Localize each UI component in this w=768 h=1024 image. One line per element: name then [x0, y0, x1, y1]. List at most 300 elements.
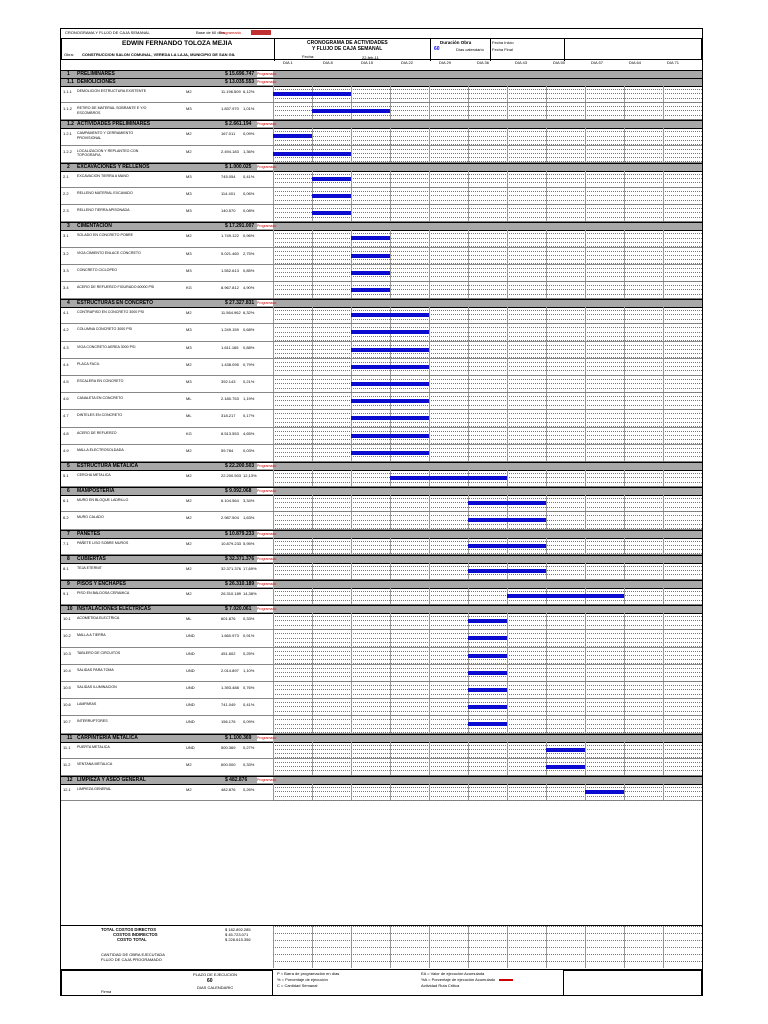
activity-pct: 0,76% — [243, 685, 255, 690]
activity-gantt — [273, 630, 702, 646]
section-num: 11 — [67, 734, 73, 741]
activity-row — [61, 759, 702, 776]
activity-pct: 0,26% — [243, 787, 255, 792]
activity-gantt — [273, 248, 702, 264]
week-8: DIA 50 — [553, 60, 566, 65]
activity-gantt — [273, 282, 702, 298]
section-name: ESTRUCTURAS EN CONCRETO — [77, 300, 154, 307]
activity-unit: M3 — [186, 250, 192, 256]
activity-pct: 4,65% — [243, 430, 255, 436]
activity-gantt — [273, 538, 702, 554]
section-num: 4 — [67, 300, 70, 307]
legend-pct: % = Porcentaje de ejecución — [277, 977, 328, 982]
activity-value: 6.104.564 — [221, 498, 239, 504]
section-num: 7 — [67, 530, 70, 537]
activity-desc: INTERRUPTORES — [77, 719, 108, 724]
activity-unit: UND — [186, 685, 195, 690]
activity-unit: M3 — [186, 106, 192, 112]
activity-code: 4.4 — [63, 361, 69, 367]
progress-bar — [468, 619, 507, 623]
activity-unit: M2 — [186, 565, 192, 571]
activity-desc: MURO EN BLOQUE LADRILLO — [77, 498, 129, 503]
activity-row — [61, 282, 702, 299]
activity-pct: 0,41% — [243, 702, 255, 708]
activity-row — [61, 742, 702, 759]
title-line-2: Y FLUJO DE CAJA SEMANAL — [312, 46, 383, 52]
activity-pct: 0,79% — [243, 361, 255, 367]
activity-unit: M3 — [186, 327, 192, 333]
section-num: 12 — [67, 777, 73, 783]
plazo-dias: DIAS CALENDARIO — [197, 985, 234, 990]
activity-pct: 0,25% — [243, 650, 255, 656]
section-total: $ 482.876 — [225, 777, 248, 783]
activity-pct: 0,09% — [243, 719, 255, 725]
activity-row — [61, 699, 702, 716]
section-total: $ 2.661.194 — [225, 121, 252, 128]
activity-code: 4.7 — [63, 413, 69, 419]
activity-desc: RELLENO MATERIAL EXCAVADO — [77, 191, 133, 195]
indirectos-value: $ 45.723.071 — [225, 932, 249, 937]
activity-value: 2.494.183 — [221, 148, 239, 154]
activity-code: 10.5 — [63, 685, 71, 690]
activity-unit: UND — [186, 744, 195, 750]
activity-desc: TEJA ETERNIT — [77, 565, 102, 570]
section-num: 6 — [67, 488, 70, 495]
progress-bar — [351, 254, 390, 258]
activity-pct: 1,36% — [243, 148, 255, 154]
activity-code: 3.4 — [63, 285, 69, 290]
activity-code: 6.2 — [63, 515, 69, 521]
activity-value: 1.837.970 — [221, 106, 239, 112]
progress-bar — [351, 271, 390, 275]
activity-code: 10.7 — [63, 719, 71, 725]
activity-unit: M2 — [186, 148, 192, 154]
activity-row — [61, 648, 702, 665]
progress-bar — [468, 654, 507, 658]
critical-line-icon — [499, 979, 513, 981]
activity-row — [61, 495, 702, 512]
activity-desc: CONCRETO CICLOPEO — [77, 267, 118, 272]
activity-pct: 0,41% — [243, 173, 255, 179]
activity-gantt — [273, 588, 702, 604]
activity-gantt — [273, 613, 702, 629]
section-num: 1.1 — [67, 79, 74, 85]
activity-value: 11.564.962 — [221, 310, 241, 316]
activity-unit: M3 — [186, 344, 192, 350]
activity-pct: 1,01% — [243, 106, 255, 112]
activity-pct: 0,06% — [243, 191, 255, 196]
directos-label: TOTAL COSTOS DIRECTOS — [101, 927, 156, 932]
activity-desc: RELLENO TIERRA APISONADA — [77, 208, 130, 213]
progress-bar — [468, 705, 507, 709]
activity-gantt — [273, 699, 702, 715]
section-total: $ 1.100.369 — [225, 734, 252, 741]
firma-label: Firma — [101, 989, 112, 994]
activity-row — [61, 470, 702, 487]
activity-value: 140.570 — [221, 208, 236, 214]
activity-value: 1.611.165 — [221, 344, 239, 350]
section-num: 1.2 — [67, 121, 74, 128]
section-num: 1 — [67, 71, 70, 77]
activity-unit: M2 — [186, 310, 192, 316]
activity-unit: UND — [186, 667, 195, 673]
activity-pct: 0,96% — [243, 233, 255, 239]
section-prog: Programado — [257, 489, 277, 494]
activity-desc: VIGA CIMIENTO ENLACE CONCRETO — [77, 250, 141, 255]
activity-row — [61, 682, 702, 699]
activity-row — [61, 630, 702, 647]
progress-bar — [351, 288, 390, 292]
activity-desc: PUERTA METALICA — [77, 744, 110, 749]
title-line-1: CRONOGRAMA DE ACTIVIDADES — [307, 40, 388, 46]
section-name: PAÑETES — [77, 530, 101, 537]
activity-pct: 2,75% — [243, 250, 255, 256]
activity-value: 8.967.812 — [221, 285, 239, 290]
activity-gantt — [273, 128, 702, 144]
activity-value: 1.552.613 — [221, 267, 239, 273]
progress-bar — [546, 748, 585, 752]
activity-desc: LIMPIEZA GENERAL — [77, 787, 112, 791]
activity-code: 10.6 — [63, 702, 71, 708]
plazo-label: PLAZO DE EJECUCION — [193, 972, 238, 977]
progress-bar — [390, 476, 507, 480]
activity-value: 11.196.509 — [221, 89, 241, 94]
activity-gantt — [273, 230, 702, 246]
activity-value: 156.176 — [221, 719, 236, 725]
activity-code: 2.1 — [63, 173, 69, 179]
progress-bar — [312, 194, 351, 198]
activity-unit: M3 — [186, 191, 192, 196]
activity-unit: M2 — [186, 540, 192, 546]
activity-code: 6.1 — [63, 498, 69, 504]
activity-unit: M2 — [186, 233, 192, 239]
total-value: $ 228.615.356 — [225, 937, 251, 942]
activity-code: 1.1.2 — [63, 106, 72, 112]
activity-value: 167.011 — [221, 131, 236, 137]
section-total: $ 32.371.376 — [225, 555, 255, 562]
section-name: CARPINTERIA METALICA — [77, 734, 138, 741]
activity-row — [61, 324, 702, 341]
week-1: DIA 1 — [283, 60, 293, 65]
final-label: Fecha Final — [492, 47, 513, 52]
activity-row — [61, 428, 702, 445]
header-block — [61, 38, 702, 60]
activity-unit: M2 — [186, 361, 192, 367]
activity-pct: 0,91% — [243, 633, 255, 639]
activity-row — [61, 86, 702, 103]
activity-unit: UND — [186, 702, 195, 708]
activity-pct: 6,32% — [243, 310, 255, 316]
activity-desc: ACERO DE REFUERZO — [77, 430, 117, 435]
activity-desc: SALIDAS ILUMINACION — [77, 685, 117, 689]
legend-c: C = Cantidad Semanal — [277, 983, 318, 988]
activity-row — [61, 588, 702, 605]
schedule-body — [61, 70, 702, 925]
section-prog: Programado — [257, 122, 277, 127]
activity-row — [61, 393, 702, 410]
activity-gantt — [273, 205, 702, 221]
activity-gantt — [273, 265, 702, 281]
activity-row — [61, 445, 702, 462]
activity-code: 10.3 — [63, 650, 71, 656]
activity-pct: 0,68% — [243, 327, 255, 333]
progress-bar — [468, 501, 546, 505]
dias-label: Días calendario — [456, 47, 484, 52]
activity-unit: ML — [186, 396, 192, 402]
activity-desc: ACERO DE REFUERZO FIGURADO 60000 PSI — [77, 285, 155, 289]
activity-pct: 0,88% — [243, 344, 255, 350]
week-2: DIA 8 — [323, 60, 333, 65]
directos-value: $ 182.892.285 — [225, 927, 251, 932]
progress-bar — [546, 765, 585, 769]
activity-gantt — [273, 665, 702, 681]
activity-code: 11.2 — [63, 761, 71, 767]
activity-code: 3.3 — [63, 267, 69, 273]
activity-unit: M3 — [186, 379, 192, 384]
activity-value: 2.014.897 — [221, 667, 239, 673]
ejec-tag — [251, 30, 271, 35]
activity-desc: MURO CALADO — [77, 515, 104, 520]
duracion-value: 60 — [434, 46, 440, 52]
activity-unit: UND — [186, 633, 195, 639]
activity-gantt — [273, 742, 702, 758]
activity-gantt — [273, 784, 702, 800]
totals-row — [273, 940, 702, 941]
activity-code: 3.2 — [63, 250, 69, 256]
activity-desc: TABLERO DE CIRCUITOS — [77, 650, 121, 655]
legend-col-2 — [421, 971, 513, 989]
activity-value: 482.876 — [221, 787, 236, 792]
activity-gantt — [273, 410, 702, 426]
activity-code: 1.2.1 — [63, 131, 72, 137]
activity-gantt — [273, 759, 702, 775]
activity-code: 4.3 — [63, 344, 69, 350]
section-prog: Programado — [257, 224, 277, 229]
activity-code: 11.1 — [63, 744, 71, 750]
activity-desc: EXCAVACION TIERRA A MANO — [77, 173, 129, 178]
footer-block — [61, 969, 702, 996]
activity-value: 5.021.460 — [221, 250, 239, 256]
activity-value: 741.049 — [221, 702, 236, 708]
week-10: DIA 64 — [629, 60, 642, 65]
activity-code: 9.1 — [63, 591, 69, 596]
flujo-label: FLUJO DE CAJA PROGRAMADO — [101, 957, 162, 962]
progress-bar — [351, 330, 429, 334]
activity-row — [61, 665, 702, 682]
activity-desc: RETIRO DE MATERIAL SOBRANTE E Y/O ESCOMBROS — [77, 106, 147, 115]
week-5: DIA 29 — [439, 60, 452, 65]
duracion-label: Duración Obra — [440, 40, 472, 45]
schedule-sheet — [60, 28, 703, 996]
activity-desc: VIGA CONCRETO AEREA 3000 PSI — [77, 344, 136, 349]
activity-gantt — [273, 648, 702, 664]
activity-desc: CANALETA EN CONCRETO — [77, 396, 123, 401]
activity-row — [61, 171, 702, 188]
section-prog: Programado — [257, 164, 277, 169]
legend-pea: %A = Porcentaje de ejecución Acumulado — [421, 977, 496, 982]
week-7: DIA 43 — [515, 60, 528, 65]
progress-bar — [312, 109, 390, 113]
progress-bar — [351, 382, 429, 386]
activity-value: 500.369 — [221, 744, 236, 750]
activity-unit: M3 — [186, 208, 192, 214]
activity-row — [61, 716, 702, 733]
section-name: PRELIMINARES — [77, 71, 115, 77]
activity-gantt — [273, 359, 702, 375]
activity-unit: ML — [186, 413, 192, 419]
activity-desc: PAÑETE LISO SOBRE MUROS — [77, 540, 129, 545]
activity-row — [61, 410, 702, 427]
activity-desc: SALIDAS PARA TOMA — [77, 667, 114, 672]
activity-pct: 0,33% — [243, 616, 255, 622]
prog-tag: Programado — [219, 30, 242, 35]
totals-row — [273, 961, 702, 962]
progress-bar — [312, 211, 351, 215]
activity-value: 601.876 — [221, 616, 236, 622]
activity-value: 2.180.753 — [221, 396, 239, 402]
activity-gantt — [273, 495, 702, 511]
activity-row — [61, 512, 702, 529]
activity-unit: M2 — [186, 591, 192, 596]
activity-unit: M2 — [186, 89, 192, 94]
progress-bar — [468, 722, 507, 726]
activity-pct: 3,34% — [243, 498, 255, 504]
progress-bar — [468, 671, 507, 675]
week-11: DIA 71 — [667, 60, 680, 65]
activity-code: 2.3 — [63, 208, 69, 214]
section-num: 5 — [67, 463, 70, 469]
activity-unit: M2 — [186, 515, 192, 521]
activity-pct: 1,63% — [243, 515, 255, 521]
section-total: $ 10.879.233 — [225, 530, 255, 537]
activity-pct: 0,09% — [243, 131, 255, 137]
activity-unit: ML — [186, 616, 192, 622]
section-name: CUBIERTAS — [77, 555, 106, 562]
activity-pct: 4,90% — [243, 285, 255, 290]
activity-code: 2.2 — [63, 191, 69, 196]
activity-row — [61, 307, 702, 324]
activity-gantt — [273, 716, 702, 732]
activity-desc: CONTRAPISO EN CONCRETO 3000 PSI — [77, 310, 145, 315]
progress-bar — [351, 236, 390, 240]
fecha-value: 22-feb-11 — [362, 55, 379, 60]
activity-desc: CAMPAMENTO Y CERRAMIENTO PROVISIONAL — [77, 131, 134, 140]
totals-row — [273, 933, 702, 934]
progress-bar — [351, 434, 429, 438]
activity-code: 10.2 — [63, 633, 71, 639]
progress-bar — [468, 518, 546, 522]
activity-desc: MALLA ELECTROSOLDADA — [77, 447, 124, 452]
section-prog: Programado — [257, 531, 277, 536]
activity-code: 1.1.1 — [63, 89, 72, 94]
activity-code: 4.1 — [63, 310, 69, 316]
activity-pct: 0,21% — [243, 379, 255, 384]
section-prog: Programado — [257, 778, 277, 782]
progress-bar — [351, 451, 429, 455]
section-prog: Programado — [257, 735, 277, 740]
activity-pct: 1,10% — [243, 667, 255, 673]
activity-desc: DEMOLICION ESTRUCTURA EXISTENTE — [77, 89, 147, 93]
activity-unit: M2 — [186, 447, 192, 453]
activity-value: 10.879.233 — [221, 540, 242, 546]
legend-col-1 — [277, 971, 339, 989]
activity-desc: LAMPARAS — [77, 702, 97, 707]
activity-gantt — [273, 445, 702, 461]
progress-bar — [312, 177, 351, 181]
activity-unit: M2 — [186, 473, 192, 478]
activity-value: 2.987.504 — [221, 515, 239, 521]
week-3: DIA 15 — [361, 60, 374, 65]
activity-gantt — [273, 563, 702, 579]
activity-desc: MALLA A TIERRA — [77, 633, 106, 638]
activity-pct: 0,85% — [243, 267, 255, 273]
activity-value: 318.217 — [221, 413, 236, 419]
progress-bar — [351, 416, 429, 420]
activity-code: 1.2.2 — [63, 148, 72, 154]
activity-desc: ACOMETIDA ELECTRICA — [77, 616, 120, 621]
section-num: 10 — [67, 606, 73, 613]
week-9: DIA 57 — [591, 60, 604, 65]
activity-value: 59.784 — [221, 447, 234, 453]
activity-row — [61, 248, 702, 265]
week-4: DIA 22 — [401, 60, 414, 65]
section-name: EXCAVACIONES Y RELLENOS — [77, 163, 150, 170]
activity-desc: CERCHA METALICA — [77, 473, 111, 477]
activity-code: 7.1 — [63, 540, 69, 546]
totals-row — [273, 954, 702, 955]
activity-unit: KG — [186, 430, 192, 436]
activity-code: 12.1 — [63, 787, 71, 792]
activity-desc: ESCALERA EN CONCRETO — [77, 379, 124, 383]
activity-gantt — [273, 682, 702, 698]
activity-unit: M2 — [186, 761, 192, 767]
fecha-label: Fecha: — [302, 54, 315, 59]
activity-desc: DINTELES EN CONCRETO — [77, 413, 123, 418]
activity-row — [61, 146, 702, 163]
activity-row — [61, 188, 702, 205]
activity-gantt — [273, 86, 702, 102]
activity-code: 8.1 — [63, 565, 69, 571]
progress-bar — [507, 594, 624, 598]
activity-unit: M3 — [186, 267, 192, 273]
activity-row — [61, 205, 702, 222]
progress-bar — [468, 636, 507, 640]
progress-bar — [468, 688, 507, 692]
plazo-value: 60 — [207, 978, 213, 984]
activity-value: 600.000 — [221, 761, 236, 767]
activity-unit: M2 — [186, 787, 192, 792]
activity-desc: PISO EN BALDOSA CERAMICA — [77, 591, 130, 595]
activity-value: 392.143 — [221, 379, 236, 384]
totals-grid — [273, 926, 702, 968]
activity-desc: VENTANA METALICA — [77, 761, 113, 766]
activity-value: 1.438.095 — [221, 361, 239, 367]
activity-pct: 0,33% — [243, 761, 255, 767]
section-total: $ 9.092.068 — [225, 488, 252, 495]
activity-pct: 0,03% — [243, 447, 255, 453]
activity-gantt — [273, 146, 702, 162]
activity-pct: 0,27% — [243, 744, 255, 750]
activity-value: 1.660.973 — [221, 633, 239, 639]
doc-tag: CRONOGRAMA Y FLUJO DE CAJA SEMANAL — [65, 30, 150, 35]
activity-row — [61, 128, 702, 145]
activity-value: 451.602 — [221, 650, 236, 656]
section-num: 2 — [67, 163, 70, 170]
obra-label: Obra: — [64, 52, 75, 57]
obra-name: CONSTRUCCION SALON COMUNAL, VEREDA LA LAJA, MUNICIPIO DE SAN GIL — [82, 52, 236, 57]
activity-pct: 1,19% — [243, 396, 255, 402]
activity-unit: M3 — [186, 173, 192, 179]
